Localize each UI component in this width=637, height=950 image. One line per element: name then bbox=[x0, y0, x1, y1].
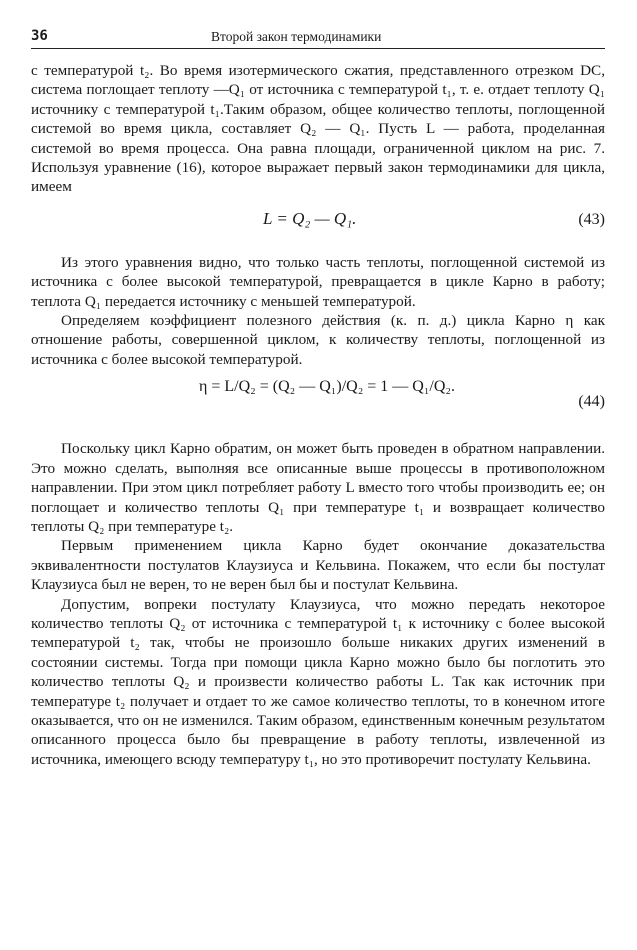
paragraph: Определяем коэффициент полезного действия (к. п. д.) цикла Карно η как отношение работы, совершенной циклом, к количеству теплоты, поглощенной из источника с более высокой температурой. bbox=[31, 312, 605, 368]
page-header bbox=[31, 26, 605, 49]
body-text bbox=[31, 61, 605, 769]
equation-44-math: η = L/Q₂ = (Q₂ — Q₁)/Q₂ = 1 — Q₁/Q₂. bbox=[199, 378, 455, 396]
page-number: 36 bbox=[31, 28, 48, 44]
paragraph: Из этого уравнения видно, что только часть теплоты, поглощенной системой из источника с более высокой температурой, превращается в цикле Карно в работу; теплота Q₁ передается источнику с меньшей температурой. bbox=[31, 253, 605, 310]
equation-43-number: (43) bbox=[578, 210, 605, 228]
paragraph: с температурой t₂. Во время изотермического сжатия, представленного отрезком DC, система поглощает теплоту —Q₁ от источника с температурой t₁, т. е. отдает теплоту Q₁ источнику с температурой t₁.Таким образом, общее количество теплоты, поглощенной системой во время цикла, составляет Q₂ — Q₁. Пусть L — работа, проделанная системой во время процесса. Она равна площади, ограниченной циклом на рис. 7. Используя уравнение (16), которое выражает первый закон термодинамики для цикла, имеем bbox=[31, 62, 605, 196]
paragraph: Допустим, вопреки постулату Клаузиуса, что можно передать некоторое количество теплоты Q₂ от источника с температурой t₁ к источнику с более высокой температурой t₂ так, чтобы не произошло больше никаких других изменений в состоянии системы. Тогда при помощи цикла Карно можно было бы поглотить это количество теплоты Q₂ и произвести количество работы L. Так как источник при температуре t₂ получает и отдает то же самое количество теплоты, то в конечном итоге оказывается, что он не изменился. Таким образом, единственным конечным результатом описанного процесса было бы превращение в работу теплоты, извлеченной из источника, имеющего всюду температуру t₁, но это противоречит постулату Кельвина. bbox=[31, 595, 605, 768]
equation-43 bbox=[31, 197, 605, 253]
equation-44 bbox=[31, 369, 605, 439]
paragraph: Первым применением цикла Карно будет окончание доказательства эквивалентности постулатов Клаузиуса и Кельвина. Покажем, что если бы постулат Клаузиуса был не верен, то не верен был бы и постулат Кельвина. bbox=[31, 537, 605, 594]
running-title: Второй закон термодинамики bbox=[211, 29, 382, 44]
book-page bbox=[31, 26, 605, 769]
equation-44-number: (44) bbox=[578, 393, 605, 411]
equation-43-math: L = Q₂ — Q₁. bbox=[263, 208, 357, 228]
paragraph: Поскольку цикл Карно обратим, он может быть проведен в обратном направлении. Это можно сделать, выполняя все описанные выше процессы в противоположном направлении. При этом цикл потребляет работу L вместо того чтобы производить ее; он поглощает и количество теплоты Q₁ при температуре t₁ и возвращает количество теплоты Q₂ при температуре t₂. bbox=[31, 440, 605, 535]
